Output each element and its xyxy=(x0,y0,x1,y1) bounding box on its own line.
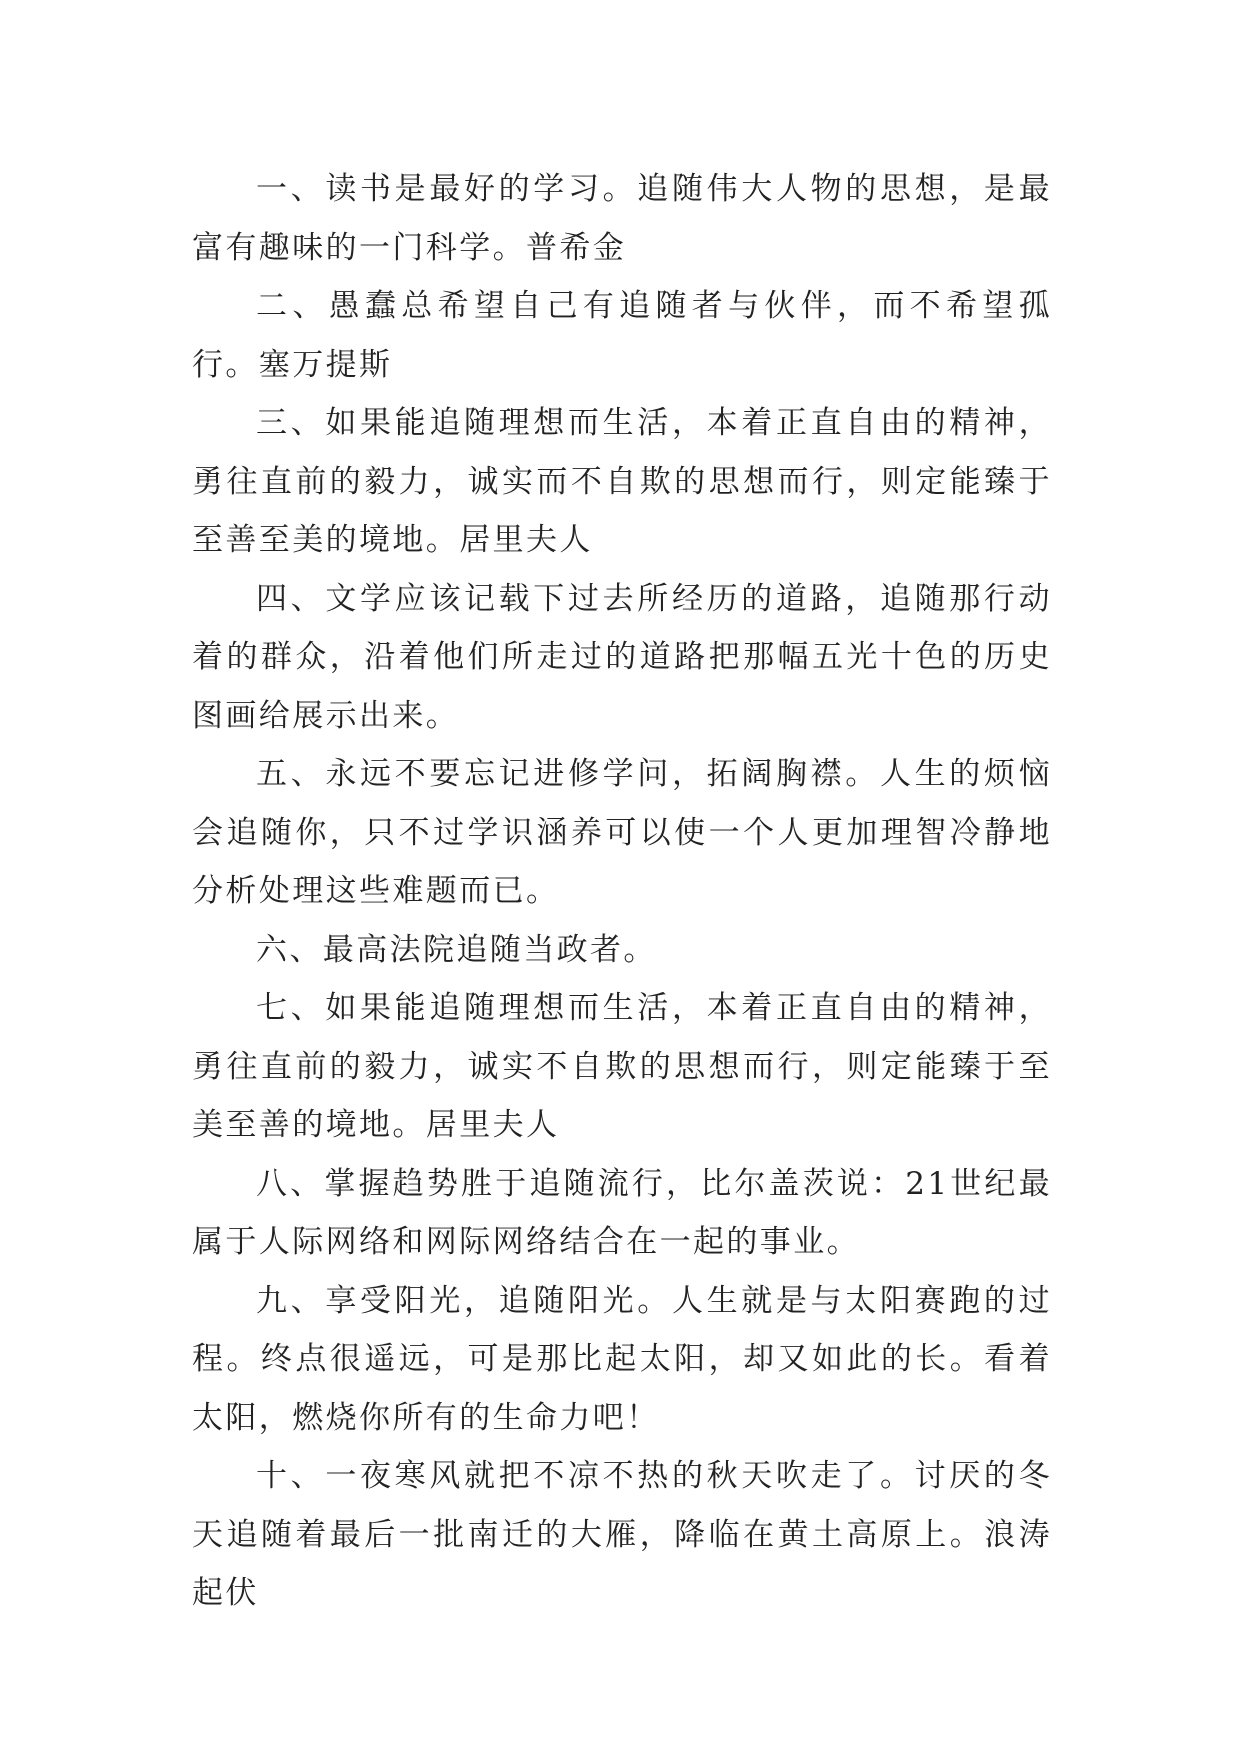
paragraph-2: 二、愚蠢总希望自己有追随者与伙伴，而不希望孤行。塞万提斯 xyxy=(192,288,1052,383)
paragraph-8: 八、掌握趋势胜于追随流行，比尔盖茨说：21世纪最属于人际网络和网际网络结合在一起的事业。 xyxy=(192,1165,1052,1260)
paragraph-9: 九、享受阳光，追随阳光。人生就是与太阳赛跑的过程。终点很遥远，可是那比起太阳，却又如此的长。看着太阳，燃烧你所有的生命力吧！ xyxy=(192,1282,1052,1436)
paragraph-3: 三、如果能追随理想而生活，本着正直自由的精神，勇往直前的毅力，诚实而不自欺的思想而行，则定能臻于至善至美的境地。居里夫人 xyxy=(192,405,1052,558)
paragraph-7: 七、如果能追随理想而生活，本着正直自由的精神，勇往直前的毅力，诚实不自欺的思想而行，则定能臻于至美至善的境地。居里夫人 xyxy=(192,990,1052,1143)
paragraph-4: 四、文学应该记载下过去所经历的道路，追随那行动着的群众，沿着他们所走过的道路把那幅五光十色的历史图画给展示出来。 xyxy=(192,580,1052,734)
paragraph-6: 六、最高法院追随当政者。 xyxy=(256,931,657,968)
document-body xyxy=(192,160,1052,1623)
paragraph-5: 五、永远不要忘记进修学问，拓阔胸襟。人生的烦恼会追随你，只不过学识涵养可以使一个人更加理智冷静地分析处理这些难题而已。 xyxy=(192,756,1052,909)
paragraph-10: 十、一夜寒风就把不凉不热的秋天吹走了。讨厌的冬天追随着最后一批南迁的大雁，降临在黄土高原上。浪涛起伏 xyxy=(192,1458,1052,1611)
paragraph-1: 一、读书是最好的学习。追随伟大人物的思想，是最富有趣味的一门科学。普希金 xyxy=(192,171,1052,266)
